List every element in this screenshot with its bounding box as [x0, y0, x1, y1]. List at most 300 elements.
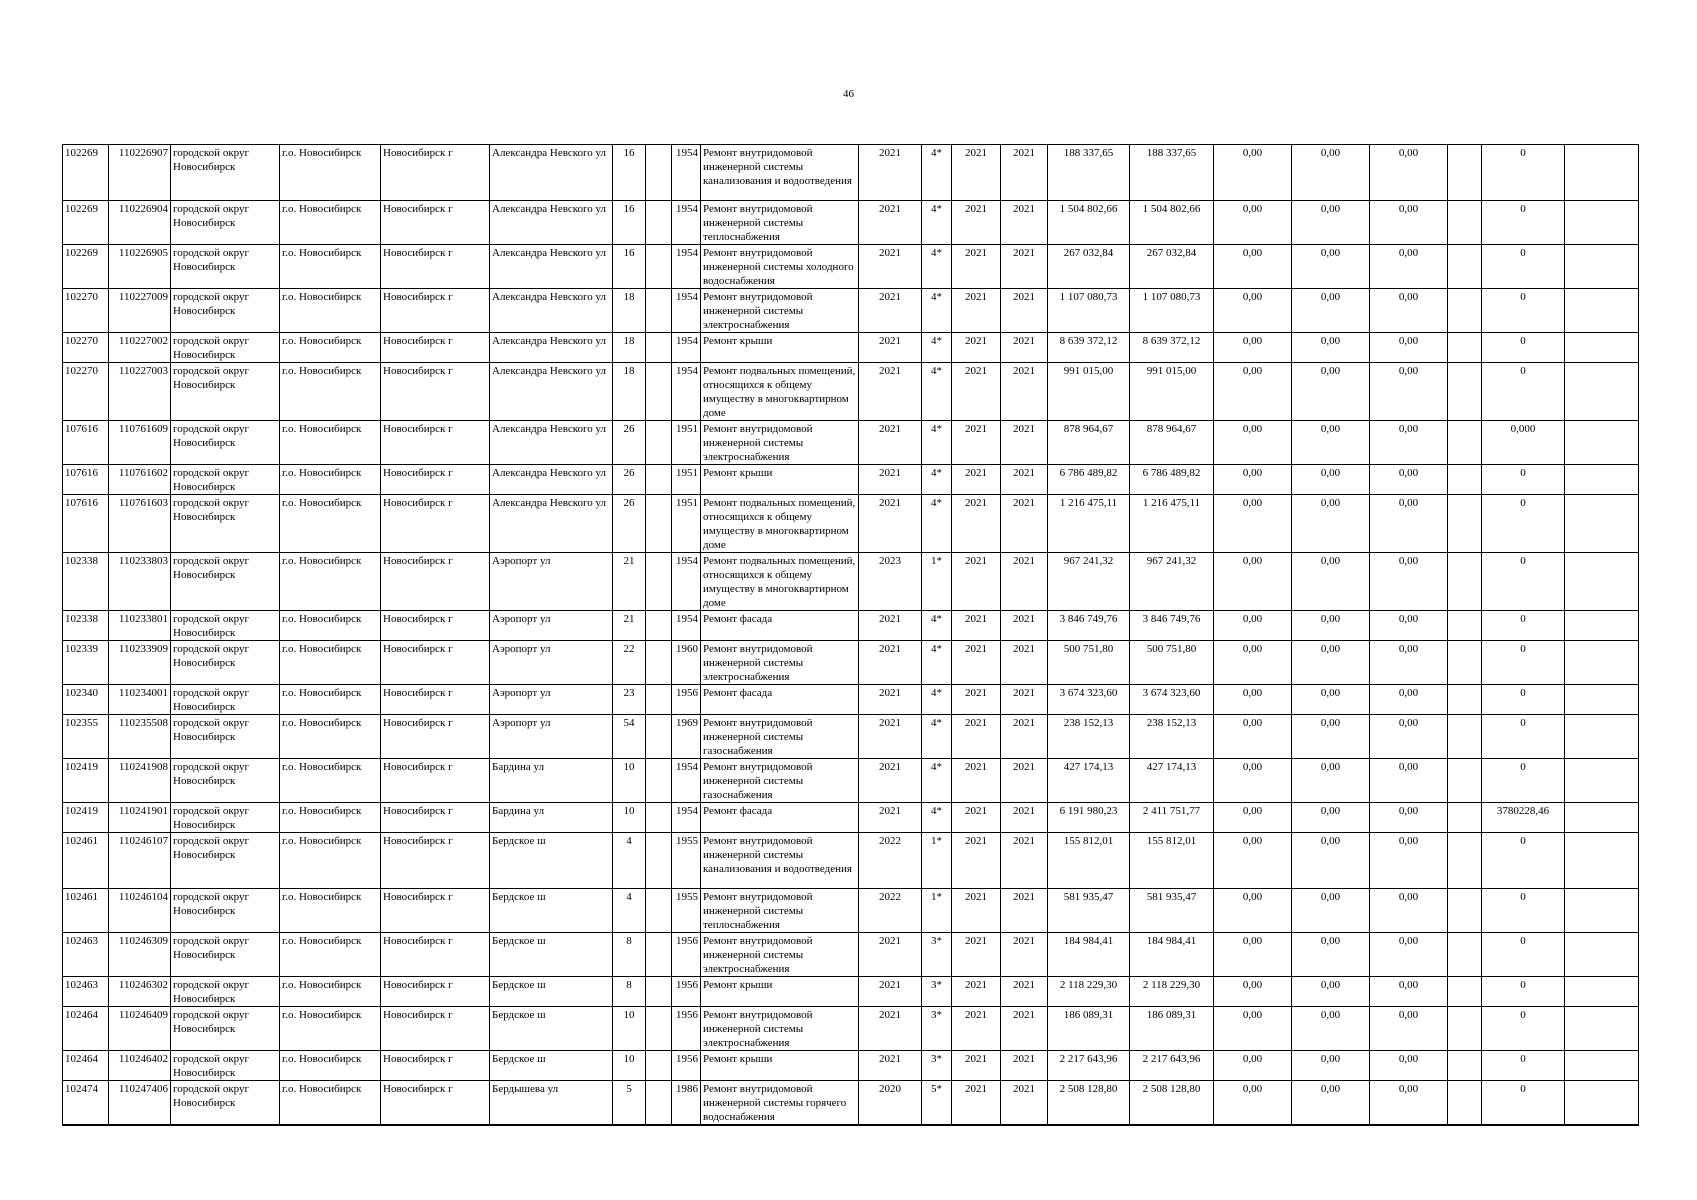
cell-other-sources: 0: [1482, 245, 1565, 289]
cell-start-year: 2021: [952, 289, 1001, 333]
cell-house-number: 10: [613, 1051, 646, 1081]
cell-budget-cost: 0,00: [1214, 977, 1292, 1007]
cell-city: Новосибирск г: [381, 1081, 490, 1126]
table-row: [63, 465, 1639, 495]
cell-house-number: 8: [613, 977, 646, 1007]
cell-work-type: Ремонт внутридомовой инженерной системы электроснабжения: [701, 641, 859, 685]
cell-house-id: 102464: [63, 1007, 109, 1051]
cell-municipality: городской округ Новосибирск: [171, 889, 280, 933]
cell-owners-cost: 0,00: [1370, 685, 1448, 715]
cell-local-cost: 0,00: [1292, 977, 1370, 1007]
cell-work-id: 110227002: [109, 333, 171, 363]
cell-street: Аэропорт ул: [490, 685, 613, 715]
cell-building: [646, 803, 672, 833]
cell-local-cost: 0,00: [1292, 421, 1370, 465]
cell-reserve: [1448, 465, 1482, 495]
cell-note: [1565, 553, 1639, 611]
cell-house-id: 107616: [63, 421, 109, 465]
cell-city: Новосибирск г: [381, 833, 490, 889]
table-row: [63, 759, 1639, 803]
cell-note: [1565, 289, 1639, 333]
cell-building: [646, 289, 672, 333]
cell-start-year: 2021: [952, 495, 1001, 553]
cell-priority: 3*: [922, 1051, 952, 1081]
cell-start-year: 2021: [952, 889, 1001, 933]
cell-reserve: [1448, 333, 1482, 363]
cell-planned-year: 2021: [859, 289, 922, 333]
cell-start-year: 2021: [952, 145, 1001, 201]
cell-note: [1565, 495, 1639, 553]
cell-start-year: 2021: [952, 685, 1001, 715]
cell-priority: 4*: [922, 289, 952, 333]
cell-city: Новосибирск г: [381, 1007, 490, 1051]
cell-budget-cost: 0,00: [1214, 759, 1292, 803]
cell-work-id: 110761603: [109, 495, 171, 553]
cell-priority: 4*: [922, 611, 952, 641]
cell-total-cost: 184 984,41: [1048, 933, 1130, 977]
cell-municipal-district: г.о. Новосибирск: [280, 889, 381, 933]
cell-other-sources: 3780228,46: [1482, 803, 1565, 833]
cell-fund-cost: 1 107 080,73: [1130, 289, 1214, 333]
table-row: [63, 889, 1639, 933]
cell-work-id: 110246409: [109, 1007, 171, 1051]
cell-planned-year: 2022: [859, 833, 922, 889]
cell-house-number: 4: [613, 833, 646, 889]
page-number: 46: [843, 88, 854, 100]
cell-city: Новосибирск г: [381, 933, 490, 977]
cell-owners-cost: 0,00: [1370, 641, 1448, 685]
cell-work-type: Ремонт подвальных помещений, относящихся к общему имуществу в многоквартирном доме: [701, 363, 859, 421]
cell-planned-year: 2021: [859, 1007, 922, 1051]
cell-build-year: 1969: [672, 715, 701, 759]
cell-start-year: 2021: [952, 933, 1001, 977]
cell-house-id: 102339: [63, 641, 109, 685]
table-row: [63, 363, 1639, 421]
cell-building: [646, 495, 672, 553]
cell-other-sources: 0: [1482, 465, 1565, 495]
cell-city: Новосибирск г: [381, 641, 490, 685]
table-row: [63, 145, 1639, 201]
cell-fund-cost: 8 639 372,12: [1130, 333, 1214, 363]
cell-work-type: Ремонт внутридомовой инженерной системы канализования и водоотведения: [701, 145, 859, 201]
cell-city: Новосибирск г: [381, 611, 490, 641]
cell-owners-cost: 0,00: [1370, 1007, 1448, 1051]
cell-house-id: 102270: [63, 289, 109, 333]
cell-fund-cost: 2 217 643,96: [1130, 1051, 1214, 1081]
cell-house-number: 5: [613, 1081, 646, 1126]
table-row: [63, 289, 1639, 333]
cell-work-type: Ремонт крыши: [701, 333, 859, 363]
cell-owners-cost: 0,00: [1370, 759, 1448, 803]
cell-budget-cost: 0,00: [1214, 553, 1292, 611]
cell-house-id: 102269: [63, 201, 109, 245]
table-row: [63, 715, 1639, 759]
cell-municipality: городской округ Новосибирск: [171, 977, 280, 1007]
cell-planned-year: 2021: [859, 201, 922, 245]
cell-priority: 1*: [922, 833, 952, 889]
cell-street: Аэропорт ул: [490, 641, 613, 685]
cell-local-cost: 0,00: [1292, 553, 1370, 611]
cell-end-year: 2021: [1001, 245, 1048, 289]
cell-reserve: [1448, 289, 1482, 333]
cell-street: Бердское ш: [490, 889, 613, 933]
cell-house-number: 26: [613, 465, 646, 495]
cell-end-year: 2021: [1001, 685, 1048, 715]
cell-total-cost: 6 786 489,82: [1048, 465, 1130, 495]
cell-planned-year: 2021: [859, 145, 922, 201]
cell-local-cost: 0,00: [1292, 245, 1370, 289]
cell-start-year: 2021: [952, 759, 1001, 803]
cell-house-number: 10: [613, 803, 646, 833]
cell-budget-cost: 0,00: [1214, 333, 1292, 363]
cell-note: [1565, 803, 1639, 833]
cell-total-cost: 238 152,13: [1048, 715, 1130, 759]
cell-work-type: Ремонт внутридомовой инженерной системы теплоснабжения: [701, 889, 859, 933]
cell-owners-cost: 0,00: [1370, 715, 1448, 759]
cell-owners-cost: 0,00: [1370, 889, 1448, 933]
cell-owners-cost: 0,00: [1370, 421, 1448, 465]
cell-work-id: 110246402: [109, 1051, 171, 1081]
cell-street: Александра Невского ул: [490, 201, 613, 245]
cell-street: Бердское ш: [490, 933, 613, 977]
cell-end-year: 2021: [1001, 641, 1048, 685]
cell-street: Бердышева ул: [490, 1081, 613, 1126]
cell-total-cost: 500 751,80: [1048, 641, 1130, 685]
cell-other-sources: 0: [1482, 289, 1565, 333]
cell-total-cost: 2 508 128,80: [1048, 1081, 1130, 1126]
cell-local-cost: 0,00: [1292, 1051, 1370, 1081]
table-row: [63, 611, 1639, 641]
cell-total-cost: 267 032,84: [1048, 245, 1130, 289]
cell-house-number: 8: [613, 933, 646, 977]
cell-total-cost: 1 504 802,66: [1048, 201, 1130, 245]
cell-end-year: 2021: [1001, 333, 1048, 363]
table-row: [63, 553, 1639, 611]
cell-local-cost: 0,00: [1292, 715, 1370, 759]
cell-street: Аэропорт ул: [490, 553, 613, 611]
cell-build-year: 1956: [672, 1007, 701, 1051]
cell-municipality: городской округ Новосибирск: [171, 1051, 280, 1081]
cell-planned-year: 2022: [859, 889, 922, 933]
cell-start-year: 2021: [952, 363, 1001, 421]
cell-municipality: городской округ Новосибирск: [171, 715, 280, 759]
cell-other-sources: 0: [1482, 977, 1565, 1007]
cell-note: [1565, 245, 1639, 289]
cell-owners-cost: 0,00: [1370, 803, 1448, 833]
cell-house-number: 18: [613, 289, 646, 333]
cell-note: [1565, 889, 1639, 933]
cell-priority: 4*: [922, 495, 952, 553]
cell-work-type: Ремонт фасада: [701, 611, 859, 641]
cell-work-id: 110233909: [109, 641, 171, 685]
cell-municipality: городской округ Новосибирск: [171, 611, 280, 641]
cell-start-year: 2021: [952, 245, 1001, 289]
cell-municipal-district: г.о. Новосибирск: [280, 685, 381, 715]
cell-build-year: 1956: [672, 685, 701, 715]
cell-build-year: 1954: [672, 803, 701, 833]
cell-municipality: городской округ Новосибирск: [171, 833, 280, 889]
cell-total-cost: 3 674 323,60: [1048, 685, 1130, 715]
cell-start-year: 2021: [952, 803, 1001, 833]
cell-house-id: 102464: [63, 1051, 109, 1081]
cell-work-type: Ремонт внутридомовой инженерной системы электроснабжения: [701, 421, 859, 465]
cell-owners-cost: 0,00: [1370, 933, 1448, 977]
cell-street: Александра Невского ул: [490, 465, 613, 495]
cell-fund-cost: 878 964,67: [1130, 421, 1214, 465]
cell-total-cost: 6 191 980,23: [1048, 803, 1130, 833]
cell-building: [646, 933, 672, 977]
cell-start-year: 2021: [952, 421, 1001, 465]
cell-building: [646, 421, 672, 465]
table-row: [63, 201, 1639, 245]
cell-planned-year: 2021: [859, 685, 922, 715]
cell-local-cost: 0,00: [1292, 465, 1370, 495]
cell-street: Аэропорт ул: [490, 611, 613, 641]
cell-build-year: 1956: [672, 977, 701, 1007]
cell-work-id: 110233801: [109, 611, 171, 641]
cell-work-id: 110234001: [109, 685, 171, 715]
cell-city: Новосибирск г: [381, 1051, 490, 1081]
cell-budget-cost: 0,00: [1214, 833, 1292, 889]
cell-municipal-district: г.о. Новосибирск: [280, 833, 381, 889]
cell-build-year: 1954: [672, 201, 701, 245]
cell-building: [646, 889, 672, 933]
cell-other-sources: 0: [1482, 641, 1565, 685]
cell-work-id: 110226904: [109, 201, 171, 245]
cell-reserve: [1448, 1051, 1482, 1081]
cell-end-year: 2021: [1001, 1007, 1048, 1051]
cell-municipal-district: г.о. Новосибирск: [280, 715, 381, 759]
cell-note: [1565, 977, 1639, 1007]
cell-other-sources: 0: [1482, 685, 1565, 715]
cell-building: [646, 1007, 672, 1051]
cell-building: [646, 833, 672, 889]
cell-priority: 4*: [922, 245, 952, 289]
cell-total-cost: 581 935,47: [1048, 889, 1130, 933]
cell-build-year: 1956: [672, 933, 701, 977]
cell-total-cost: 8 639 372,12: [1048, 333, 1130, 363]
cell-budget-cost: 0,00: [1214, 465, 1292, 495]
cell-house-number: 16: [613, 201, 646, 245]
cell-note: [1565, 611, 1639, 641]
cell-house-number: 26: [613, 495, 646, 553]
cell-street: Бардина ул: [490, 759, 613, 803]
cell-municipal-district: г.о. Новосибирск: [280, 553, 381, 611]
repair-program-table: [62, 144, 1639, 1126]
table-row: [63, 333, 1639, 363]
cell-street: Александра Невского ул: [490, 421, 613, 465]
cell-note: [1565, 685, 1639, 715]
cell-fund-cost: 186 089,31: [1130, 1007, 1214, 1051]
cell-reserve: [1448, 553, 1482, 611]
cell-city: Новосибирск г: [381, 289, 490, 333]
cell-work-id: 110227009: [109, 289, 171, 333]
cell-work-type: Ремонт крыши: [701, 465, 859, 495]
cell-planned-year: 2021: [859, 465, 922, 495]
cell-build-year: 1954: [672, 333, 701, 363]
cell-municipality: городской округ Новосибирск: [171, 803, 280, 833]
cell-work-type: Ремонт внутридомовой инженерной системы электроснабжения: [701, 933, 859, 977]
cell-budget-cost: 0,00: [1214, 245, 1292, 289]
cell-planned-year: 2021: [859, 803, 922, 833]
cell-work-type: Ремонт крыши: [701, 977, 859, 1007]
table-row: [63, 685, 1639, 715]
cell-street: Александра Невского ул: [490, 363, 613, 421]
cell-other-sources: 0: [1482, 363, 1565, 421]
cell-building: [646, 245, 672, 289]
cell-work-type: Ремонт крыши: [701, 1051, 859, 1081]
cell-house-number: 10: [613, 759, 646, 803]
cell-work-id: 110761602: [109, 465, 171, 495]
cell-municipality: городской округ Новосибирск: [171, 641, 280, 685]
cell-total-cost: 1 107 080,73: [1048, 289, 1130, 333]
cell-end-year: 2021: [1001, 289, 1048, 333]
cell-fund-cost: 1 504 802,66: [1130, 201, 1214, 245]
cell-note: [1565, 145, 1639, 201]
cell-house-number: 23: [613, 685, 646, 715]
cell-city: Новосибирск г: [381, 715, 490, 759]
cell-build-year: 1955: [672, 889, 701, 933]
cell-house-number: 26: [613, 421, 646, 465]
cell-reserve: [1448, 715, 1482, 759]
cell-house-number: 4: [613, 889, 646, 933]
cell-priority: 1*: [922, 889, 952, 933]
cell-planned-year: 2021: [859, 611, 922, 641]
cell-city: Новосибирск г: [381, 553, 490, 611]
cell-house-number: 22: [613, 641, 646, 685]
cell-street: Александра Невского ул: [490, 333, 613, 363]
cell-start-year: 2021: [952, 715, 1001, 759]
cell-total-cost: 186 089,31: [1048, 1007, 1130, 1051]
cell-street: Бердское ш: [490, 1007, 613, 1051]
cell-other-sources: 0: [1482, 833, 1565, 889]
cell-reserve: [1448, 685, 1482, 715]
cell-planned-year: 2021: [859, 759, 922, 803]
cell-building: [646, 145, 672, 201]
cell-street: Аэропорт ул: [490, 715, 613, 759]
cell-municipal-district: г.о. Новосибирск: [280, 1081, 381, 1126]
table-row: [63, 245, 1639, 289]
table-row: [63, 803, 1639, 833]
cell-municipality: городской округ Новосибирск: [171, 245, 280, 289]
cell-other-sources: 0: [1482, 1081, 1565, 1126]
cell-budget-cost: 0,00: [1214, 803, 1292, 833]
cell-total-cost: 2 217 643,96: [1048, 1051, 1130, 1081]
cell-house-id: 102270: [63, 363, 109, 421]
cell-house-id: 107616: [63, 495, 109, 553]
cell-priority: 5*: [922, 1081, 952, 1126]
cell-house-number: 21: [613, 553, 646, 611]
cell-fund-cost: 267 032,84: [1130, 245, 1214, 289]
cell-city: Новосибирск г: [381, 333, 490, 363]
cell-other-sources: 0: [1482, 145, 1565, 201]
cell-work-id: 110246104: [109, 889, 171, 933]
cell-end-year: 2021: [1001, 1081, 1048, 1126]
cell-start-year: 2021: [952, 641, 1001, 685]
cell-work-id: 110761609: [109, 421, 171, 465]
cell-house-id: 102419: [63, 759, 109, 803]
cell-planned-year: 2020: [859, 1081, 922, 1126]
cell-owners-cost: 0,00: [1370, 333, 1448, 363]
cell-municipality: городской округ Новосибирск: [171, 685, 280, 715]
cell-building: [646, 977, 672, 1007]
cell-street: Бардина ул: [490, 803, 613, 833]
cell-fund-cost: 3 674 323,60: [1130, 685, 1214, 715]
cell-house-id: 102474: [63, 1081, 109, 1126]
cell-planned-year: 2021: [859, 421, 922, 465]
table-row: [63, 977, 1639, 1007]
cell-total-cost: 967 241,32: [1048, 553, 1130, 611]
cell-owners-cost: 0,00: [1370, 465, 1448, 495]
cell-build-year: 1951: [672, 495, 701, 553]
cell-planned-year: 2021: [859, 495, 922, 553]
cell-municipal-district: г.о. Новосибирск: [280, 363, 381, 421]
cell-other-sources: 0: [1482, 495, 1565, 553]
cell-house-id: 107616: [63, 465, 109, 495]
cell-local-cost: 0,00: [1292, 611, 1370, 641]
cell-reserve: [1448, 889, 1482, 933]
cell-priority: 4*: [922, 715, 952, 759]
cell-build-year: 1956: [672, 1051, 701, 1081]
cell-building: [646, 363, 672, 421]
cell-local-cost: 0,00: [1292, 933, 1370, 977]
cell-fund-cost: 2 118 229,30: [1130, 977, 1214, 1007]
cell-budget-cost: 0,00: [1214, 641, 1292, 685]
cell-building: [646, 1051, 672, 1081]
cell-build-year: 1954: [672, 245, 701, 289]
cell-other-sources: 0: [1482, 333, 1565, 363]
table-row: [63, 641, 1639, 685]
cell-municipal-district: г.о. Новосибирск: [280, 1051, 381, 1081]
cell-priority: 4*: [922, 201, 952, 245]
cell-note: [1565, 933, 1639, 977]
cell-local-cost: 0,00: [1292, 289, 1370, 333]
cell-house-number: 16: [613, 245, 646, 289]
cell-work-id: 110226905: [109, 245, 171, 289]
cell-budget-cost: 0,00: [1214, 1051, 1292, 1081]
cell-planned-year: 2021: [859, 363, 922, 421]
cell-fund-cost: 967 241,32: [1130, 553, 1214, 611]
cell-build-year: 1954: [672, 759, 701, 803]
cell-work-id: 110246309: [109, 933, 171, 977]
cell-municipal-district: г.о. Новосибирск: [280, 465, 381, 495]
cell-house-id: 102338: [63, 611, 109, 641]
cell-planned-year: 2021: [859, 977, 922, 1007]
cell-city: Новосибирск г: [381, 495, 490, 553]
cell-municipal-district: г.о. Новосибирск: [280, 611, 381, 641]
cell-house-number: 54: [613, 715, 646, 759]
cell-fund-cost: 238 152,13: [1130, 715, 1214, 759]
cell-reserve: [1448, 145, 1482, 201]
cell-owners-cost: 0,00: [1370, 289, 1448, 333]
cell-note: [1565, 421, 1639, 465]
cell-municipality: городской округ Новосибирск: [171, 421, 280, 465]
cell-municipal-district: г.о. Новосибирск: [280, 641, 381, 685]
cell-local-cost: 0,00: [1292, 333, 1370, 363]
cell-reserve: [1448, 201, 1482, 245]
cell-house-number: 10: [613, 1007, 646, 1051]
cell-owners-cost: 0,00: [1370, 553, 1448, 611]
cell-municipal-district: г.о. Новосибирск: [280, 289, 381, 333]
cell-reserve: [1448, 495, 1482, 553]
cell-build-year: 1986: [672, 1081, 701, 1126]
cell-house-id: 102338: [63, 553, 109, 611]
cell-end-year: 2021: [1001, 1051, 1048, 1081]
cell-build-year: 1951: [672, 465, 701, 495]
cell-building: [646, 685, 672, 715]
cell-work-type: Ремонт внутридомовой инженерной системы канализования и водоотведения: [701, 833, 859, 889]
cell-local-cost: 0,00: [1292, 685, 1370, 715]
